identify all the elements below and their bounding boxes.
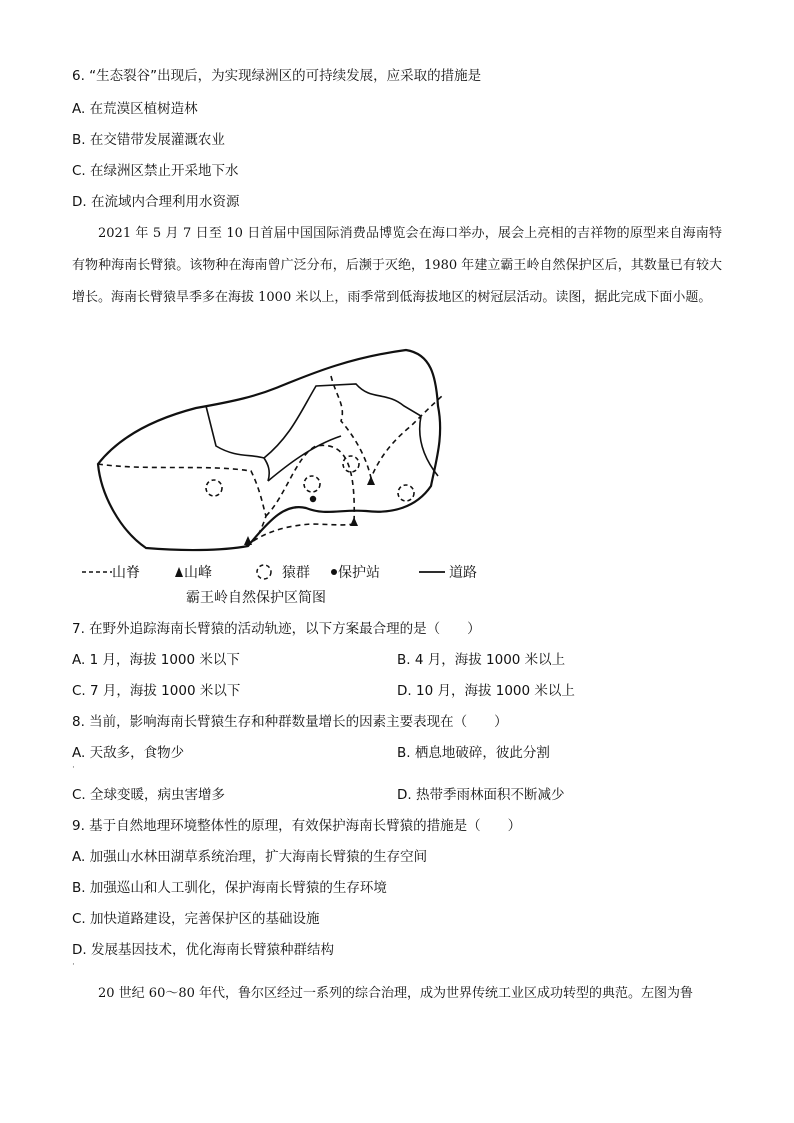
map-caption: 霸王岭自然保护区简图 [186,590,326,606]
troop-circle-icon [254,562,276,582]
peak-1 [367,476,375,485]
map-legend [82,562,482,584]
mark-tick: · [72,960,75,970]
q9-stem: 9. 基于自然地理环境整体性的原理，有效保护海南长臂猿的措施是（ ） [72,818,522,834]
q6-option-a: A. 在荒漠区植树造林 [72,101,198,117]
q6-option-d: D. 在流域内合理利用水资源 [72,194,240,210]
peak-triangle-icon [174,566,184,578]
q7-option-b: B. 4 月，海拔 1000 米以上 [397,652,566,668]
legend-ridge-label: 山脊 [112,565,140,581]
inner-road-2 [264,384,438,476]
q9-option-b: B. 加强巡山和人工驯化，保护海南长臂猿的生存环境 [72,880,387,896]
q9-option-d: D. 发展基因技术，优化海南长臂猿种群结构 [72,942,334,958]
q9-option-a: A. 加强山水林田湖草系统治理，扩大海南长臂猿的生存空间 [72,849,428,865]
reserve-map [86,346,466,561]
q7-option-c: C. 7 月，海拔 1000 米以下 [72,683,241,699]
q8-option-a: A. 天敌多，食物少 [72,745,185,761]
gibbon-troop-2 [304,476,320,492]
legend-road [417,562,477,582]
q8-stem: 8. 当前，影响海南长臂猿生存和种群数量增长的因素主要表现在（ ） [72,714,508,730]
legend-ridge [82,562,140,582]
q7-option-d: D. 10 月，海拔 1000 米以上 [397,683,575,699]
protection-station [310,496,316,502]
ridge-west [98,464,266,544]
q6-option-b: B. 在交错带发展灌溉农业 [72,132,225,148]
legend-troop [254,562,310,582]
legend-road-label: 道路 [449,565,477,581]
gibbon-troop-1 [206,480,222,496]
reserve-boundary [98,350,440,550]
legend-troop-label: 猿群 [282,565,310,581]
peak-2 [350,517,358,526]
q8-option-b: B. 栖息地破碎，彼此分割 [397,745,550,761]
q6-option-c: C. 在绿洲区禁止开采地下水 [72,163,239,179]
station-dot-icon [330,567,338,577]
q7-option-a: A. 1 月，海拔 1000 米以下 [72,652,240,668]
gibbon-troop-3 [343,456,359,472]
q8-option-d: D. 热带季雨林面积不断减少 [397,787,565,803]
legend-peak [174,562,212,582]
ridge-south [246,524,354,546]
next-passage-start: 20 世纪 60～80 年代，鲁尔区经过一系列的综合治理，成为世界传统工业区成功转型的典范。左图为鲁 [98,986,694,1001]
road-line-icon [417,567,449,577]
reading-passage [72,218,722,314]
q9-option-c: C. 加快道路建设，完善保护区的基础设施 [72,911,320,927]
legend-station [330,562,380,582]
q7-stem: 7. 在野外追踪海南长臂猿的活动轨迹，以下方案最合理的是（ ） [72,621,481,637]
q6-stem: 6. “生态裂谷”出现后，为实现绿洲区的可持续发展，应采取的措施是 [72,68,482,84]
reserve-map-drawing [86,346,466,561]
peak-3 [244,536,252,545]
ridge-line-icon [82,567,112,577]
gibbon-troop-4 [398,485,414,501]
passage-text: 2021 年 5 月 7 日至 10 日首届中国国际消费品博览会在海口举办，展会上亮相的吉祥物的原型来自海南特有物种海南长臂猿。该物种在海南曾广泛分布，后濒于灭绝，1980 年建立霸王岭自然保护区后，其数量已有较大增长。海南长臂猿旱季多在海拔 1000 米以上，雨季常到低海拔地区的树冠层活动。读图，据此完成下面小题。 [72,226,722,305]
q8-option-c: C. 全球变暖，病虫害增多 [72,787,226,803]
legend-station-label: 保护站 [338,565,380,581]
legend-peak-label: 山峰 [184,565,212,581]
mark-tick: · [72,763,75,773]
